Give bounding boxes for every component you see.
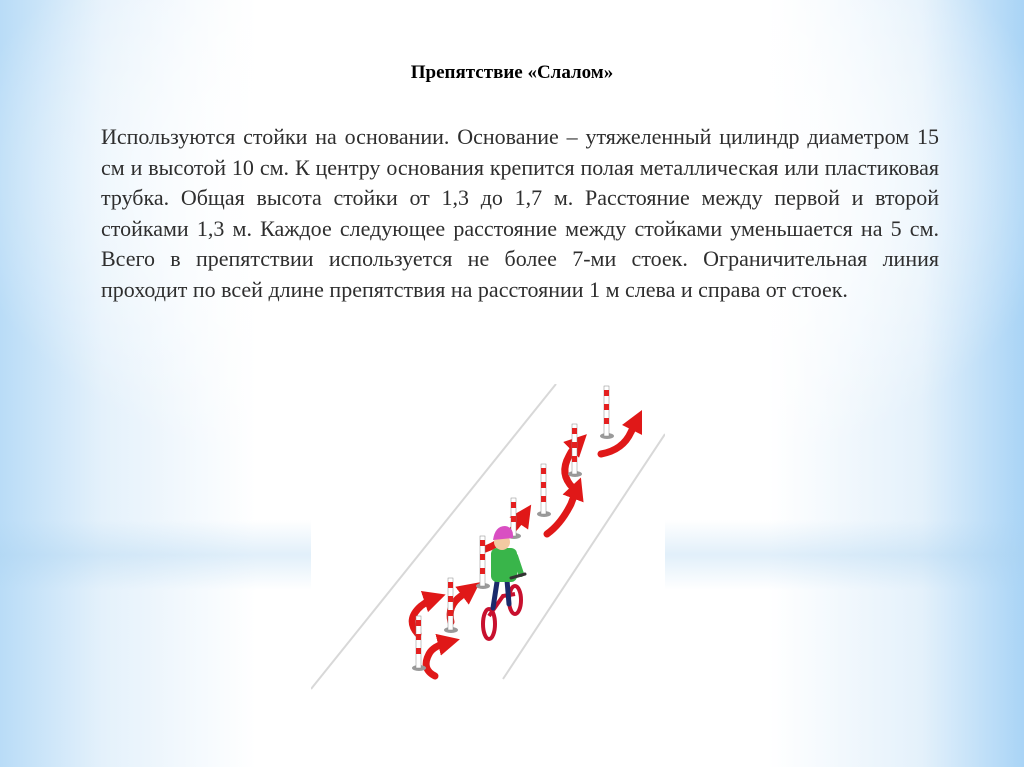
cyclist: [483, 526, 525, 639]
slalom-pole: [537, 464, 551, 517]
slalom-illustration: [311, 384, 665, 690]
slide-body-text: Используются стойки на основании. Основание – утяжеленный цилиндр диаметром 15 см и высотой 10 см. К центру основания крепится полая металлическая или пластиковая трубка. Общая высота стойки от 1,3 до 1,7 м. Расстояние между первой и второй стойками 1,3 м. Каждое следующее расстояние между стойками уменьшается на 5 см. Всего в препятствии используется не более 7-ми стоек. Ограничительная линия проходит по всей длине препятствия на расстоянии 1 м слева и справа от стоек.: [101, 124, 939, 302]
slalom-pole: [600, 386, 614, 439]
boundary-line-right: [503, 434, 665, 679]
slalom-pole: [476, 536, 490, 589]
slalom-arrow: [426, 642, 449, 676]
slide-title: Препятствие «Слалом»: [410, 62, 614, 83]
slalom-arrow: [547, 488, 577, 534]
slalom-arrow: [412, 598, 435, 634]
